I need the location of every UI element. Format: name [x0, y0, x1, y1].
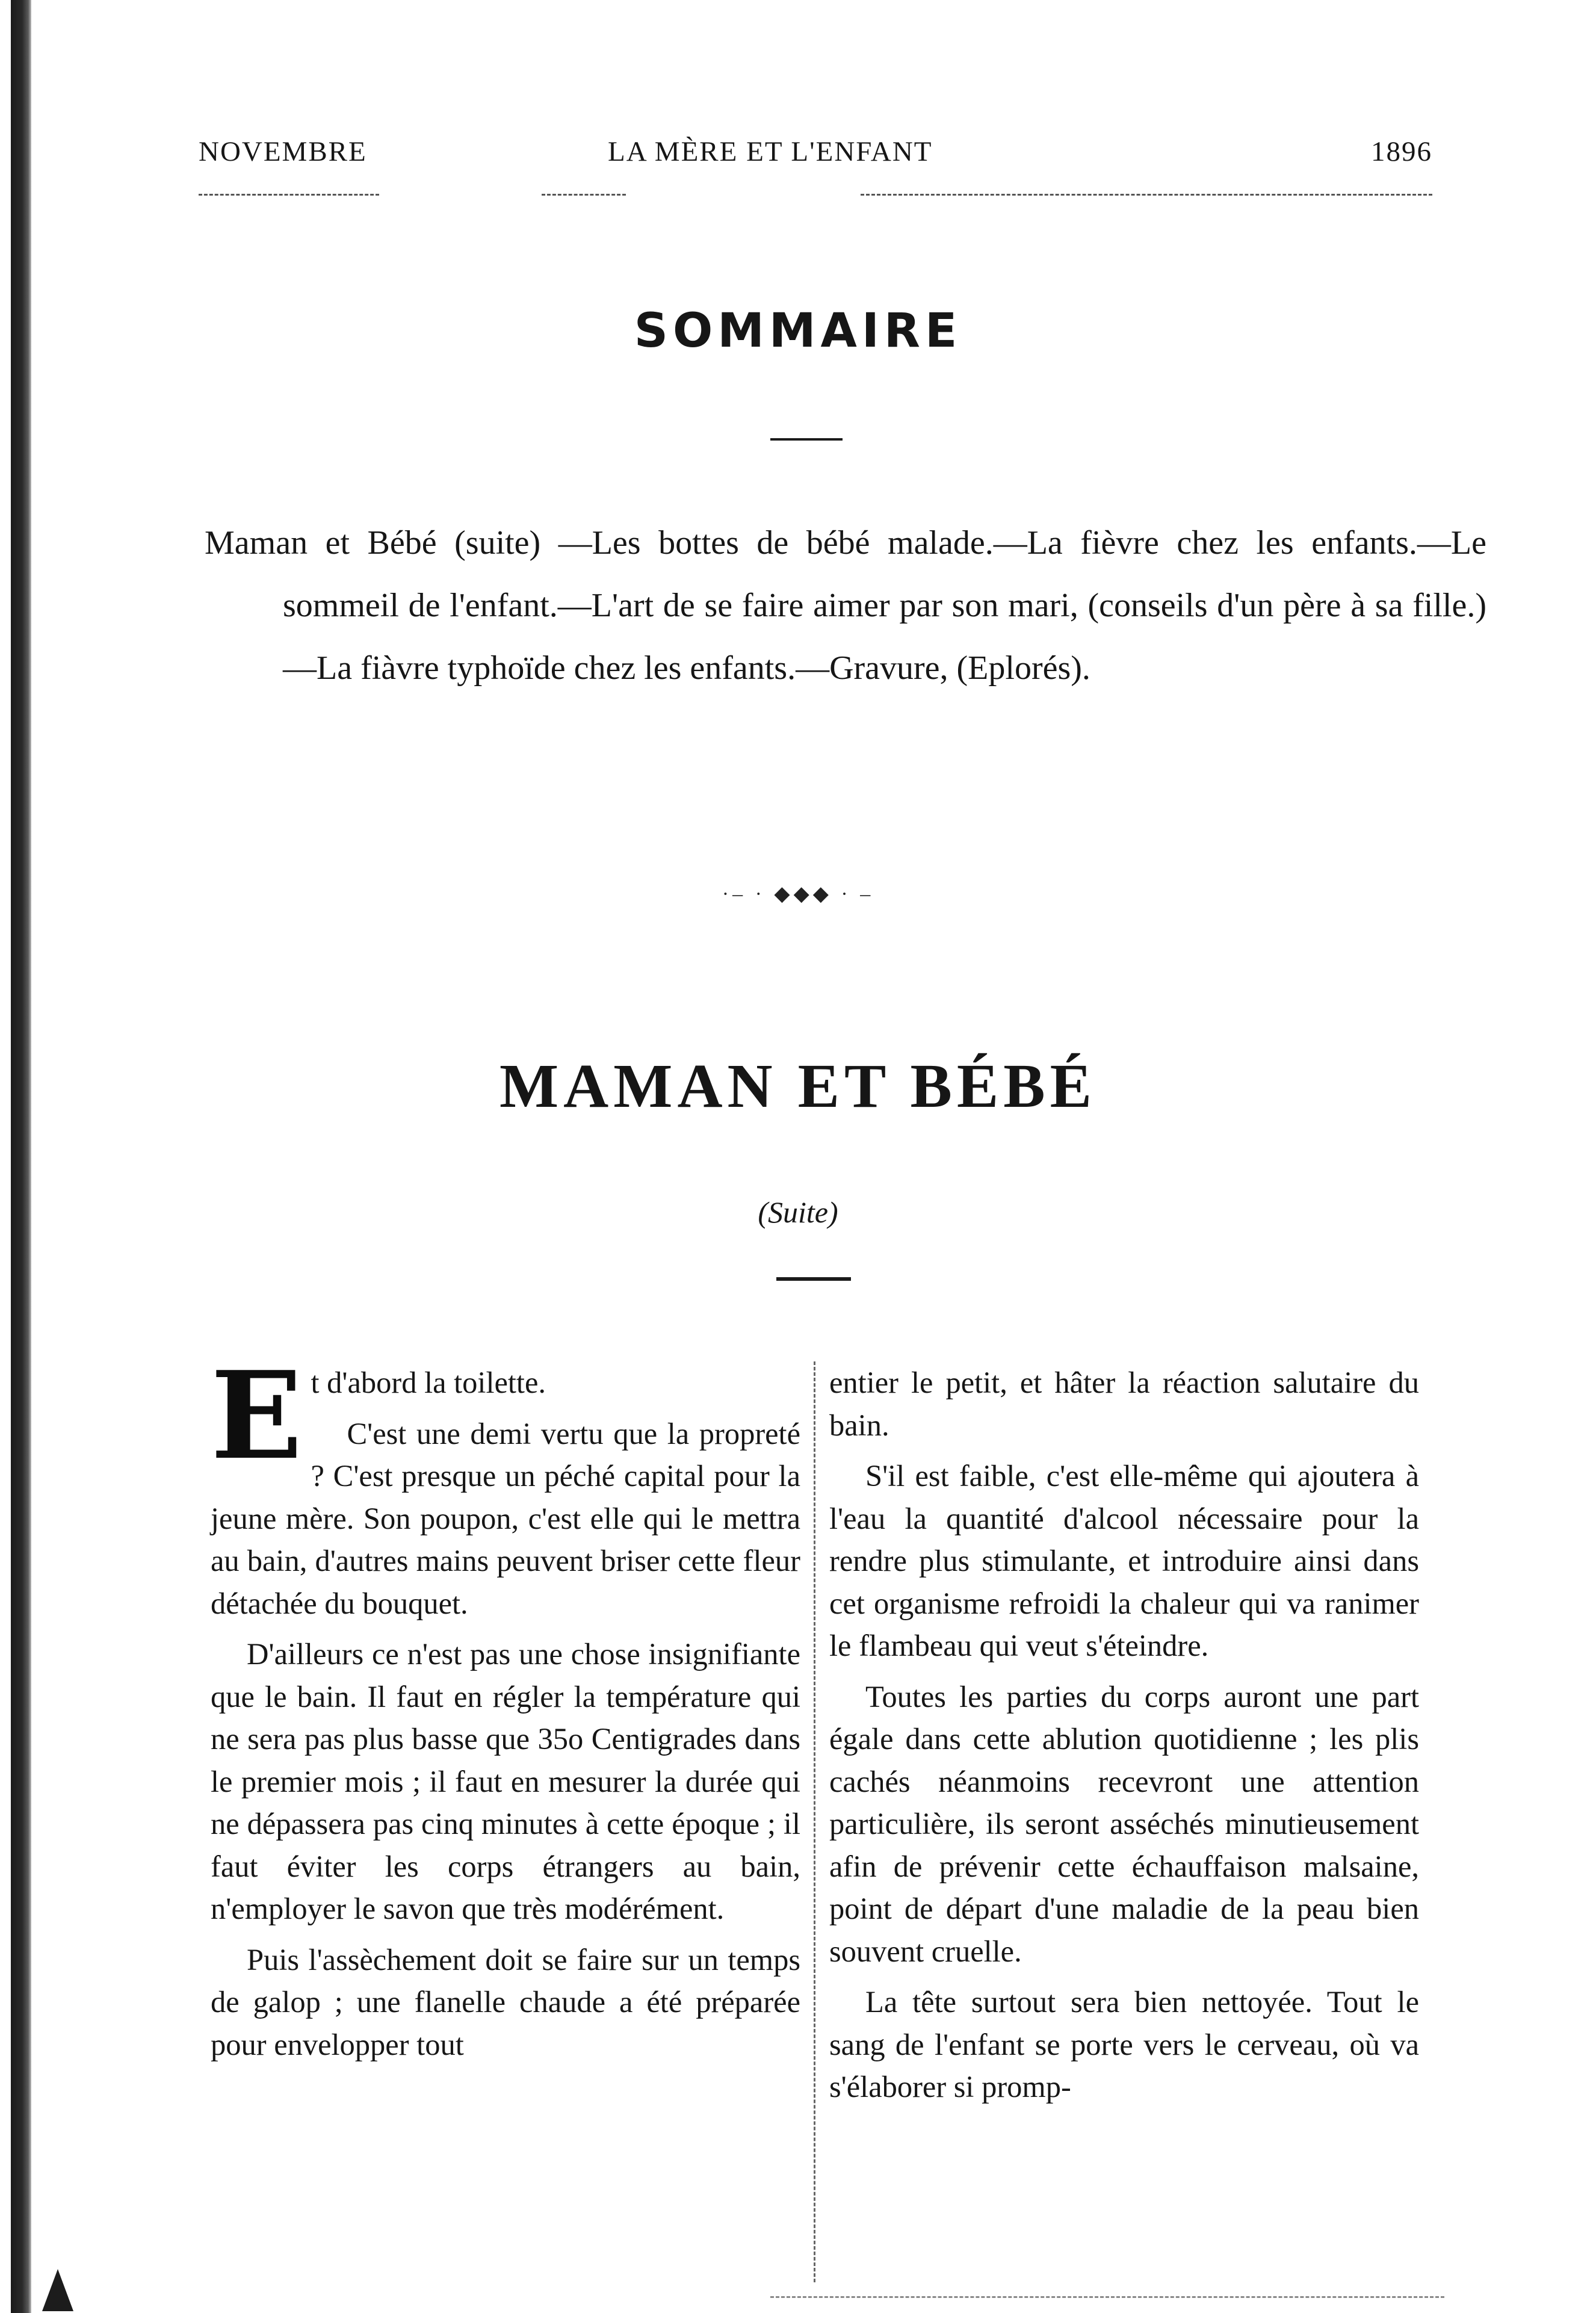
paragraph: S'il est faible, c'est elle-même qui ajoutera à l'eau la quantité d'alcool nécessaire pour la rendre plus stimulante, et introduire ainsi dans cet organisme refroidi la chaleur qui va ranimer le flambeau qui veut s'éteindre.: [829, 1459, 1419, 1662]
paragraph: C'est une demi vertu que la propreté ? C'est presque un péché capital pour la jeune mère. Son poupon, c'est elle qui le mettra au bain, d'autres mains peuvent briser cette fleur détachée du bouquet.: [211, 1416, 800, 1620]
paragraph: entier le petit, et hâter la réaction salutaire du bain.: [829, 1366, 1419, 1442]
title-rule: [776, 1277, 851, 1281]
bottom-print-marks: [770, 2296, 1444, 2298]
header-journal-title: LA MÈRE ET L'ENFANT: [608, 136, 933, 167]
sommaire-heading: SOMMAIRE: [634, 304, 962, 358]
paragraph: D'ailleurs ce n'est pas une chose insignifiante que le bain. Il faut en régler la température qui ne sera pas plus basse que 35o Centigrades dans le premier mois ; il faut en mesurer la durée qui ne dépassera pas cinq minutes à cette époque ; il faut éviter les corps étrangers au bain, n'employer le savon que très modérément.: [211, 1637, 800, 1925]
drop-cap: E: [211, 1345, 303, 1487]
sommaire-contents: Maman et Bébé (suite) —Les bottes de bébé malade.—La fièvre chez les enfants.—Le sommeil de l'enfant.—L'art de se faire aimer par son mari, (conseils d'un père à sa fille.)—La fiàvre typhoïde chez les enfants.—Gravure, (Eplorés).: [205, 524, 1486, 687]
paragraph: Puis l'assèchement doit se faire sur un temps de galop ; une flanelle chaude a été préparée pour envelopper tout: [211, 1942, 800, 2061]
article-column-left: [211, 1345, 800, 2074]
paragraph: La tête surtout sera bien nettoyée. Tout le sang de l'enfant se porte vers le cerveau, où va s'élaborer si promp-: [829, 1985, 1419, 2104]
header-month: NOVEMBRE: [199, 136, 367, 167]
column-divider: [814, 1361, 815, 2282]
header-rule-left: [199, 194, 379, 196]
header-rule-center: [542, 194, 626, 196]
article-subtitle-text: (Suite): [758, 1195, 838, 1229]
article-subtitle: [0, 1195, 1596, 1230]
paragraph: Toutes les parties du corps auront une part égale dans cette ablution quotidienne ; les plis cachés néanmoins recevront une attention particulière, ils seront asséchés minutieusement afin de prévenir cette échauffaison malsaine, point de départ d'une maladie de la peau bien souvent cruelle.: [829, 1679, 1419, 1968]
running-header: [199, 135, 1432, 190]
header-year: 1896: [1371, 136, 1432, 167]
sommaire-rule: [770, 438, 843, 441]
section-ornament: ·– · ◆◆◆ · –: [722, 883, 874, 905]
header-rule-right: [861, 194, 1432, 196]
article-title: MAMAN ET BÉBÉ: [500, 1051, 1096, 1121]
binding-spine-base: [42, 2269, 73, 2311]
paragraph-text: t d'abord la toilette.: [311, 1366, 546, 1399]
paragraph: [211, 1345, 800, 1487]
article-column-right: [829, 1361, 1419, 2117]
